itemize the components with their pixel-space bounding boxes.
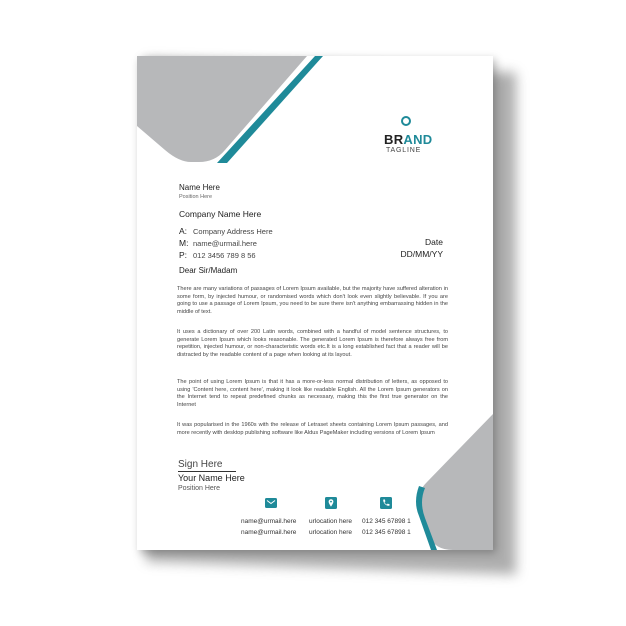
company-name: Company Name Here xyxy=(179,209,262,219)
body-paragraph: It uses a dictionary of over 200 Latin words, combined with a handful of model sentence structures, to generate Lorem Ipsum which looks reasonable. The generated Lorem Ipsum is therefore always free from repetition, injected humour, or non-characteristic words etc.It is a long established fact that a reader will be distracted by the readable content of a page when looking at its layout. xyxy=(177,329,448,358)
footer-phone: 012 345 67898 1 xyxy=(362,529,411,536)
signature-line xyxy=(178,471,236,472)
sender-name: Name Here xyxy=(179,183,220,192)
phone-value: 012 3456 789 8 56 xyxy=(193,251,256,260)
location-pin-icon xyxy=(325,497,337,509)
footer-location: urlocation here xyxy=(309,529,352,536)
signer-position: Position Here xyxy=(178,485,221,492)
footer-location-column xyxy=(309,516,352,538)
mail-icon xyxy=(265,497,277,509)
footer-phone: 012 345 67898 1 xyxy=(362,518,411,525)
footer-phone-column xyxy=(362,516,411,538)
salutation: Dear Sir/Madam xyxy=(179,266,238,275)
mail-value: name@urmail.here xyxy=(193,239,257,248)
top-left-gray-shape xyxy=(137,56,307,162)
address-value: Company Address Here xyxy=(193,227,273,236)
mail-key: M: xyxy=(179,238,189,248)
body-paragraph: There are many variations of passages of Lorem Ipsum available, but the majority have suffered alteration in some form, by injected humour, or randomised words which don't look even slightly believable. If you are going to use a passage of Lorem Ipsum, you need to be sure there isn't anything embarrassing hidden in the middle of text. xyxy=(177,286,448,315)
brand-tagline: TAGLINE xyxy=(386,147,422,154)
body-paragraph: The point of using Lorem Ipsum is that it has a more-or-less normal distribution of letters, as opposed to using 'Content here, content here', making it look like readable English. All the Lorem Ipsum generators on the Internet tend to repeat predefined chunks as necessary, making this the first true generator on the Internet xyxy=(177,379,448,408)
letterhead-page xyxy=(137,56,493,550)
sender-position: Position Here xyxy=(179,194,213,200)
footer-email: name@urmail.here xyxy=(241,518,297,525)
footer-location: urlocation here xyxy=(309,518,352,525)
footer-email-column xyxy=(241,516,296,538)
footer-email: name@urmail.here xyxy=(241,529,297,536)
date-value: DD/MM/YY xyxy=(400,249,443,259)
phone-icon xyxy=(380,497,392,509)
body-paragraph: It was popularised in the 1960s with the release of Letraset sheets containing Lorem Ipsum passages, and more recently with desktop publishing software like Aldus PageMaker including versions of Lorem Ipsum xyxy=(177,422,448,436)
brand-logo-icon xyxy=(401,116,411,126)
signer-name: Your Name Here xyxy=(178,473,245,483)
date-label: Date xyxy=(425,237,443,247)
sign-here-label: Sign Here xyxy=(178,459,223,470)
phone-key: P: xyxy=(179,250,188,260)
address-key: A: xyxy=(179,226,188,236)
brand-name: BRAND xyxy=(384,132,433,147)
